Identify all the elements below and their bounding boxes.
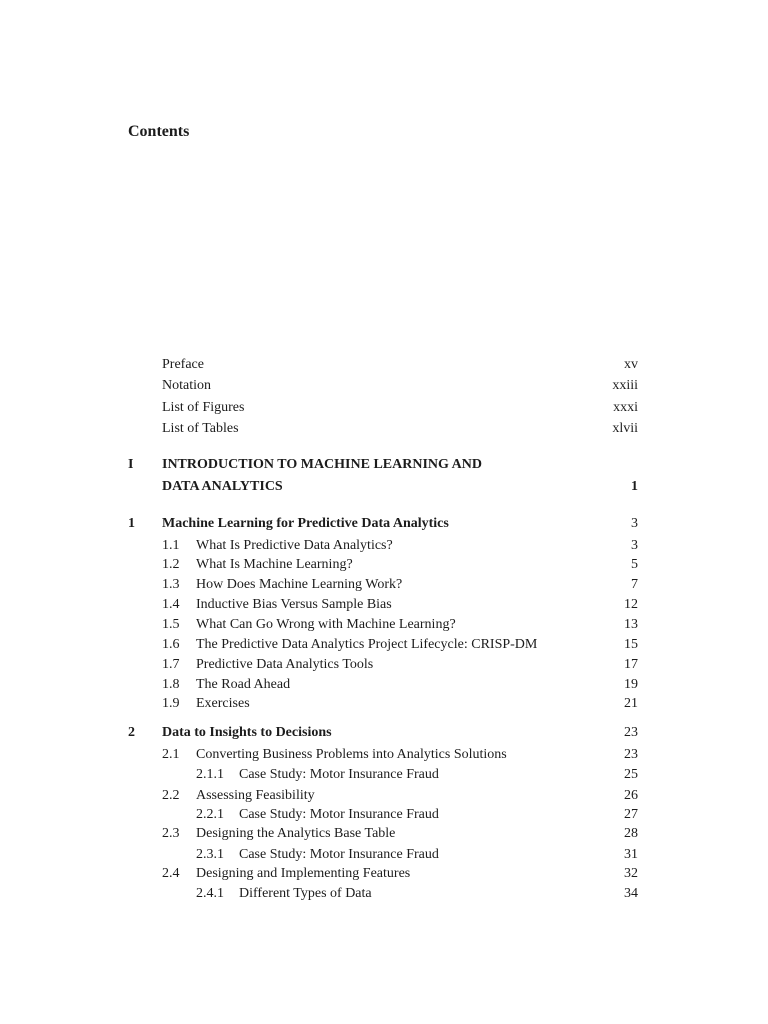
- chapter-number: 2: [128, 725, 135, 740]
- section-number: 1.3: [162, 577, 180, 592]
- chapter-title: Data to Insights to Decisions: [162, 725, 332, 740]
- entry-page: xlvii: [612, 421, 638, 436]
- toc-subsection[interactable]: [0, 765, 768, 785]
- section-number: 1.4: [162, 597, 180, 612]
- section-title: What Can Go Wrong with Machine Learning?: [196, 617, 456, 632]
- section-title: Inductive Bias Versus Sample Bias: [196, 597, 392, 612]
- section-page: 13: [624, 617, 638, 632]
- section-number: 1.8: [162, 677, 180, 692]
- toc-section[interactable]: [0, 786, 768, 806]
- page-title: Contents: [128, 123, 190, 140]
- section-page: 17: [624, 657, 638, 672]
- section-title: Exercises: [196, 696, 250, 711]
- section-page: 32: [624, 866, 638, 881]
- toc-entry-preface[interactable]: [0, 355, 768, 375]
- section-page: 3: [631, 538, 638, 553]
- section-title: The Road Ahead: [196, 677, 291, 692]
- subsection-title: Case Study: Motor Insurance Fraud: [239, 807, 439, 822]
- chapter-title: Machine Learning for Predictive Data Analytics: [162, 516, 449, 531]
- section-title: What Is Predictive Data Analytics?: [196, 538, 393, 553]
- toc-chapter-2[interactable]: [0, 723, 768, 743]
- toc-section[interactable]: [0, 575, 768, 595]
- section-page: 5: [631, 557, 638, 572]
- toc-subsection[interactable]: [0, 884, 768, 904]
- section-title: Designing the Analytics Base Table: [196, 826, 396, 841]
- section-number: 2.1: [162, 747, 180, 762]
- subsection-title: Case Study: Motor Insurance Fraud: [239, 767, 439, 782]
- chapter-page: 23: [624, 725, 638, 740]
- toc-part-i-cont[interactable]: [0, 477, 768, 497]
- subsection-title: Different Types of Data: [239, 886, 372, 901]
- toc-section[interactable]: [0, 745, 768, 765]
- section-title: Converting Business Problems into Analytics Solutions: [196, 747, 507, 762]
- part-title-line1: INTRODUCTION TO MACHINE LEARNING AND: [162, 457, 482, 472]
- section-page: 19: [624, 677, 638, 692]
- section-page: 28: [624, 826, 638, 841]
- toc-entry-list-of-figures[interactable]: [0, 398, 768, 418]
- section-number: 1.7: [162, 657, 180, 672]
- part-page: 1: [631, 479, 638, 494]
- section-page: 21: [624, 696, 638, 711]
- toc-subsection[interactable]: [0, 845, 768, 865]
- section-page: 23: [624, 747, 638, 762]
- toc-subsection[interactable]: [0, 805, 768, 825]
- section-title: Designing and Implementing Features: [196, 866, 411, 881]
- entry-page: xxiii: [612, 378, 638, 393]
- section-number: 1.5: [162, 617, 180, 632]
- subsection-page: 34: [624, 886, 638, 901]
- toc-part-i[interactable]: [0, 455, 768, 475]
- toc-section[interactable]: [0, 824, 768, 844]
- section-title: The Predictive Data Analytics Project Lifecycle: CRISP-DM: [196, 637, 538, 652]
- section-number: 2.3: [162, 826, 180, 841]
- section-number: 1.1: [162, 538, 180, 553]
- subsection-number: 2.4.1: [196, 886, 224, 901]
- toc-section[interactable]: [0, 595, 768, 615]
- section-number: 1.6: [162, 637, 180, 652]
- chapter-page: 3: [631, 516, 638, 531]
- entry-title: List of Tables: [162, 421, 239, 436]
- entry-title: List of Figures: [162, 400, 245, 415]
- part-title-line2: DATA ANALYTICS: [162, 479, 283, 494]
- subsection-page: 31: [624, 847, 638, 862]
- entry-page: xv: [624, 357, 638, 372]
- part-label: I: [128, 457, 134, 472]
- toc-section[interactable]: [0, 864, 768, 884]
- entry-title: Preface: [162, 357, 204, 372]
- toc-section[interactable]: [0, 675, 768, 695]
- toc-section[interactable]: [0, 536, 768, 556]
- toc-section[interactable]: [0, 655, 768, 675]
- section-page: 15: [624, 637, 638, 652]
- toc-entry-list-of-tables[interactable]: [0, 419, 768, 439]
- section-number: 2.2: [162, 788, 180, 803]
- section-number: 1.9: [162, 696, 180, 711]
- toc-section[interactable]: [0, 694, 768, 714]
- section-title: What Is Machine Learning?: [196, 557, 353, 572]
- section-title: Assessing Feasibility: [196, 788, 315, 803]
- section-page: 12: [624, 597, 638, 612]
- subsection-page: 25: [624, 767, 638, 782]
- section-page: 26: [624, 788, 638, 803]
- toc-entry-notation[interactable]: [0, 376, 768, 396]
- subsection-title: Case Study: Motor Insurance Fraud: [239, 847, 439, 862]
- subsection-page: 27: [624, 807, 638, 822]
- section-number: 1.2: [162, 557, 180, 572]
- subsection-number: 2.2.1: [196, 807, 224, 822]
- toc-chapter-1[interactable]: [0, 514, 768, 534]
- subsection-number: 2.3.1: [196, 847, 224, 862]
- section-page: 7: [631, 577, 638, 592]
- entry-page: xxxi: [613, 400, 638, 415]
- entry-title: Notation: [162, 378, 211, 393]
- section-number: 2.4: [162, 866, 180, 881]
- chapter-number: 1: [128, 516, 135, 531]
- section-title: Predictive Data Analytics Tools: [196, 657, 374, 672]
- toc-section[interactable]: [0, 615, 768, 635]
- section-title: How Does Machine Learning Work?: [196, 577, 403, 592]
- subsection-number: 2.1.1: [196, 767, 224, 782]
- toc-section[interactable]: [0, 635, 768, 655]
- toc-section[interactable]: [0, 555, 768, 575]
